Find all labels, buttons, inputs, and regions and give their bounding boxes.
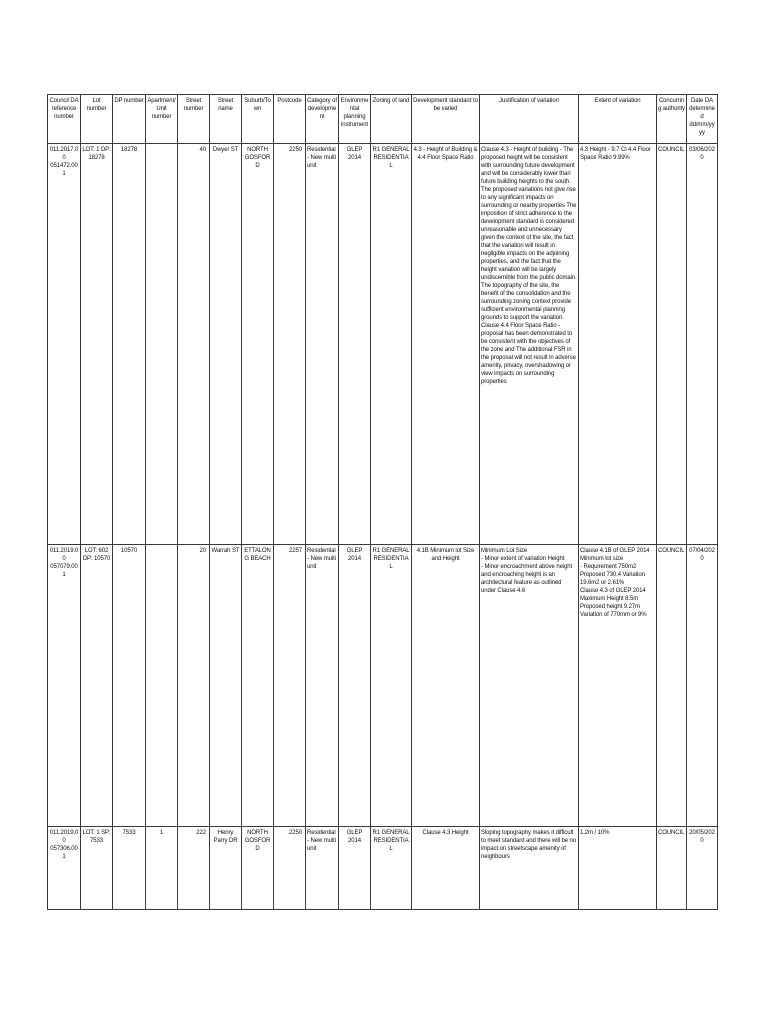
cell-postcode: 2257 [274, 545, 306, 827]
cell-development-standard: Clause 4.3 Height [412, 827, 480, 910]
header-development-standard: Development standard to be varied [412, 95, 480, 144]
cell-justification: Sloping topography makes it difficult to meet standard and there will be no impact on streetscape amenity of neighbours [480, 827, 579, 910]
cell-street-number: 40 [178, 144, 210, 545]
cell-category-of-development: Residential - New multi unit [306, 827, 339, 910]
cell-development-standard: 4.1B Minimum lot Size and Height [412, 545, 480, 827]
cell-environmental-planning-instrument: GLEP 2014 [339, 827, 371, 910]
header-date-determined: Date DA determined dd/mm/yyyy [687, 95, 718, 144]
cell-apartment-unit-number: 1 [146, 827, 178, 910]
cell-street-name: Warrah ST [210, 545, 242, 827]
cell-zoning-of-land: R1 GENERAL RESIDENTIAL [371, 545, 412, 827]
cell-date-determined: 03/06/2020 [687, 144, 718, 545]
cell-council-da-ref: 011.2019.00 057079.001 [48, 545, 81, 827]
header-category-of-development: Category of development [306, 95, 339, 144]
cell-lot-number: LOT: 602 DP: 10570 [81, 545, 113, 827]
cell-extent-of-variation: 4.3 Height - 9.7 Cl 4.4 Floor Space Ratio 9.99% [579, 144, 657, 545]
cell-street-name: Henry Parry DR [210, 827, 242, 910]
cell-extent-of-variation: 1.2m / 10% [579, 827, 657, 910]
cell-lot-number: LOT: 1 SP: 7533 [81, 827, 113, 910]
cell-dp-number: 18278 [113, 144, 146, 545]
cell-zoning-of-land: R1 GENERAL RESIDENTIAL [371, 144, 412, 545]
cell-category-of-development: Residential - New multi unit [306, 545, 339, 827]
header-council-da-ref: Council DA reference number [48, 95, 81, 144]
header-concurring-authority: Concurring authority [657, 95, 687, 144]
header-postcode: Postcode [274, 95, 306, 144]
cell-suburb-town: NORTH GOSFORD [242, 144, 274, 545]
cell-date-determined: 20/05/2020 [687, 827, 718, 910]
header-lot-number: Lot number [81, 95, 113, 144]
cell-dp-number: 7533 [113, 827, 146, 910]
header-justification: Justification of variation [480, 95, 579, 144]
cell-lot-number: LOT: 1 DP: 18278 [81, 144, 113, 545]
cell-environmental-planning-instrument: GLEP 2014 [339, 144, 371, 545]
cell-development-standard: 4.3 - Height of Building & 4.4 Floor Space Ratio [412, 144, 480, 545]
header-street-name: Street name [210, 95, 242, 144]
cell-justification: Minimum Lot Size - Minor extent of variation Height - Minor encroachment above height and encroaching height is an architectural feature as outlined under Clause 4.6 [480, 545, 579, 827]
cell-suburb-town: NORTH GOSFORD [242, 827, 274, 910]
header-street-number: Street number [178, 95, 210, 144]
cell-street-number: 20 [178, 545, 210, 827]
cell-category-of-development: Residential - New multi unit [306, 144, 339, 545]
cell-dp-number: 10570 [113, 545, 146, 827]
header-suburb-town: Suburb/Town [242, 95, 274, 144]
cell-apartment-unit-number [146, 144, 178, 545]
header-environmental-planning-instrument: Environmental planning instrument [339, 95, 371, 144]
cell-concurring-authority: COUNCIL [657, 545, 687, 827]
table-row [48, 144, 718, 545]
cell-date-determined: 07/04/2020 [687, 545, 718, 827]
header-zoning-of-land: Zoning of land [371, 95, 412, 144]
cell-extent-of-variation: Clause 4.1B of GLEP 2014 Minimum lot size - Requirement 750m2 Proposed 730.4 Variation 19.6m2 or 2.61% Clause 4.3 of GLEP 2014 Maximum Height 8.5m Proposed height 9.27m Variation of 770mm or 9% [579, 545, 657, 827]
cell-concurring-authority: COUNCIL [657, 144, 687, 545]
cell-postcode: 2250 [274, 827, 306, 910]
cell-concurring-authority: COUNCIL [657, 827, 687, 910]
cell-postcode: 2250 [274, 144, 306, 545]
cell-street-name: Dwyer ST [210, 144, 242, 545]
cell-street-number: 222 [178, 827, 210, 910]
cell-justification: Clause 4.3 - Height of building - The proposed height will be consistent with surrounding future development and will be considerably lower than future building heights to the south. The proposed variations not give rise to any significant impacts on surrounding or nearby properties The imposition of strict adherence to the development standard is considered unreasonable and unnecessary given the context of the site, the fact that the variation will result in negligible impacts on the adjoining properties, and the fact that the height variation will be largely undiscernible from the public domain. The topography of the site, the benefit of the consolidation and the surrounding zoning context provide sufficient environmental planning grounds to support the variation. Clause 4.4 Floor Space Ratio - proposal has been demonstrated to be consistent with the objectives of the zone and The additional FSR in the proposal will not result in adverse amenity, privacy, overshadowing or view impacts on surrounding properties [480, 144, 579, 545]
table-header-row [48, 95, 718, 144]
cell-council-da-ref: 011.2019.00 057306.001 [48, 827, 81, 910]
cell-environmental-planning-instrument: GLEP 2014 [339, 545, 371, 827]
cell-zoning-of-land: R1 GENERAL RESIDENTIAL [371, 827, 412, 910]
clause-4-6-variations-table [47, 94, 718, 910]
cell-council-da-ref: 011.2017.00 051472.001 [48, 144, 81, 545]
cell-apartment-unit-number [146, 545, 178, 827]
header-extent-of-variation: Extent of variation [579, 95, 657, 144]
table-row [48, 827, 718, 910]
table-row [48, 545, 718, 827]
cell-suburb-town: ETTALONG BEACH [242, 545, 274, 827]
header-apartment-unit-number: Apartment/Unit number [146, 95, 178, 144]
header-dp-number: DP number [113, 95, 146, 144]
